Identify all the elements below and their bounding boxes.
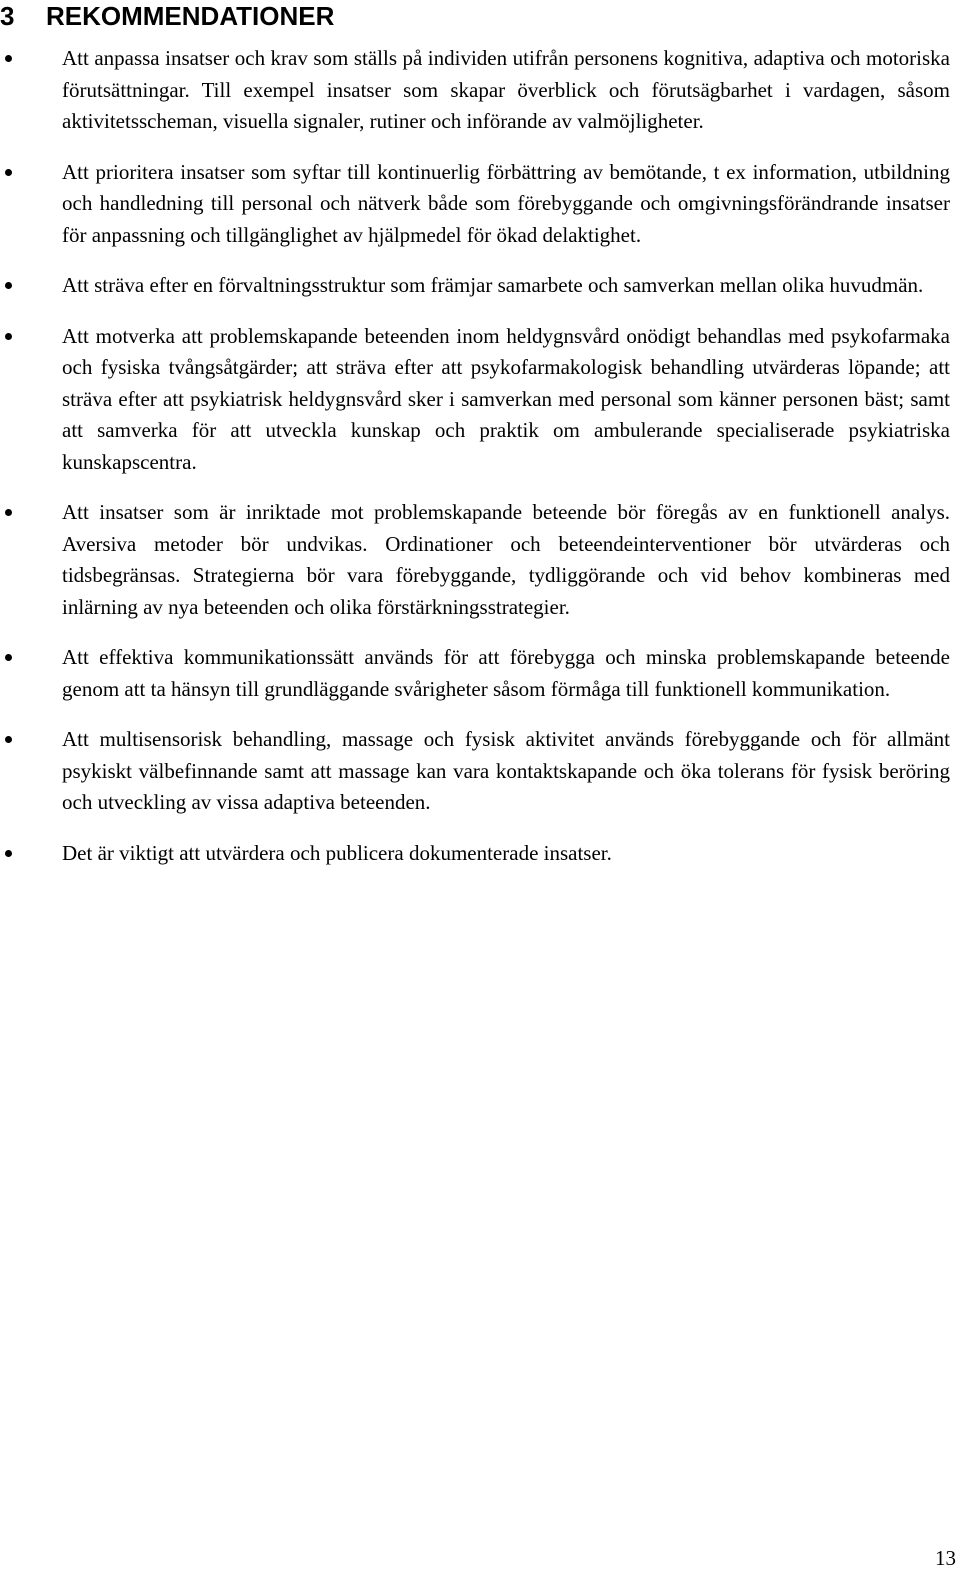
list-item (0, 724, 960, 819)
section-heading (0, 0, 334, 32)
bullet-icon (5, 282, 12, 289)
page-number: 13 (935, 1546, 956, 1570)
list-item (0, 43, 960, 138)
list-item-text: Det är viktigt att utvärdera och publicera dokumenterade insatser. (62, 840, 612, 865)
list-item-text: Att effektiva kommunikationssätt används för att förebygga och minska problemskapande beteende genom att ta hänsyn till grundläggande svårigheter såsom förmåga till funktionell kommunikation. (62, 645, 950, 701)
list-item (0, 497, 960, 623)
bullet-icon (5, 169, 12, 176)
list-item (0, 321, 960, 479)
list-item-text: Att insatser som är inriktade mot problemskapande beteende bör föregås av en funktionell analys. Aversiva metoder bör undvikas. Ordinationer och beteendeinterventioner bör utvärderas och tidsbegränsas. Strategierna bör vara förebyggande, tydliggörande och vid behov kombineras med inlärning av nya beteenden och olika förstärkningsstrategier. (62, 500, 950, 619)
bullet-icon (5, 850, 12, 857)
list-item-text: Att motverka att problemskapande beteenden inom heldygnsvård onödigt behandlas med psykofarmaka och fysiska tvångsåtgärder; att sträva efter att psykofarmakologisk behandling utvärderas löpande; att sträva efter att psykiatrisk heldygnsvård sker i samverkan med personal som känner personen bäst; samt att samverka för att utveckla kunskap och praktik om ambulerande specialiserade psykiatriska kunskapscentra. (62, 323, 950, 474)
list-item-text: Att anpassa insatser och krav som ställs på individen utifrån personens kognitiva, adaptiva och motoriska förutsättningar. Till exempel insatser som skapar överblick och förutsägbarhet i vardagen, såsom aktivitetsscheman, visuella signaler, rutiner och införande av valmöjligheter. (62, 46, 950, 133)
bullet-icon (5, 333, 12, 340)
section-number: 3 (0, 1, 15, 31)
list-item-text: Att sträva efter en förvaltningsstruktur som främjar samarbete och samverkan mellan olika huvudmän. (62, 273, 924, 297)
list-item-text: Att prioritera insatser som syftar till kontinuerlig förbättring av bemötande, t ex information, utbildning och handledning till personal och nätverk både som förebyggande och omgivningsförändrande insatser för anpassning och tillgänglighet av hjälpmedel för ökad delaktighet. (62, 159, 950, 247)
list-item (0, 270, 960, 302)
section-title: REKOMMENDATIONER (46, 1, 335, 31)
list-item-text: Att multisensorisk behandling, massage och fysisk aktivitet används förebyggande och för allmänt psykiskt välbefinnande samt att massage kan vara kontaktskapande och öka tolerans för fysisk beröring och utveckling av vissa adaptiva beteenden. (62, 727, 950, 814)
list-item (0, 157, 960, 252)
list-item (0, 642, 960, 705)
list-item (0, 838, 960, 870)
bullet-icon (5, 654, 12, 661)
bullet-icon (5, 509, 12, 516)
bullet-icon (5, 736, 12, 743)
bullet-icon (5, 55, 12, 62)
recommendation-list (0, 43, 960, 888)
